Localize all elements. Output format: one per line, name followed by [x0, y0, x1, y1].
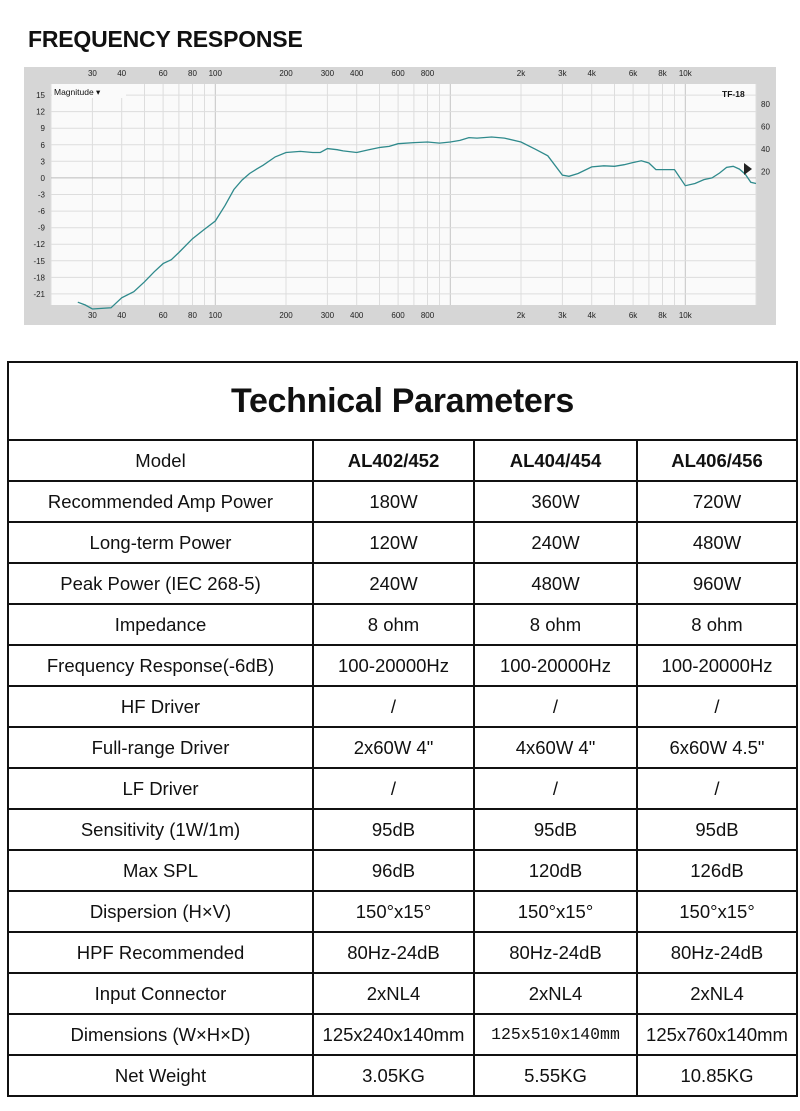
param-name: Long-term Power — [8, 522, 313, 563]
table-cell: 360W — [474, 481, 637, 522]
header-cell: Model — [8, 440, 313, 481]
x-tick-label: 600 — [391, 69, 405, 78]
table-cell: 8 ohm — [474, 604, 637, 645]
x-tick-label: 30 — [87, 311, 97, 320]
table-cell: 150°x15° — [474, 891, 637, 932]
x-tick-label: 100 — [208, 311, 222, 320]
table-cell: 480W — [637, 522, 797, 563]
table-cell: / — [474, 768, 637, 809]
table-row — [8, 481, 797, 522]
param-name: Dispersion (H×V) — [8, 891, 313, 932]
x-tick-label: 60 — [158, 69, 168, 78]
x-tick-label: 6k — [628, 311, 638, 320]
table-cell: 8 ohm — [637, 604, 797, 645]
table-cell: 150°x15° — [637, 891, 797, 932]
right-tick-label: 60 — [761, 122, 770, 132]
table-cell: 240W — [313, 563, 474, 604]
x-tick-label: 8k — [658, 69, 667, 78]
table-cell: 120W — [313, 522, 474, 563]
y-tick-label: 6 — [40, 140, 45, 150]
x-tick-label: 200 — [279, 69, 293, 78]
header-cell: AL406/456 — [637, 440, 797, 481]
section-title: FREQUENCY RESPONSE — [28, 26, 303, 52]
param-name: Full-range Driver — [8, 727, 313, 768]
table-cell: 2x60W 4" — [313, 727, 474, 768]
table-cell: 100-20000Hz — [474, 645, 637, 686]
table-cell: / — [313, 768, 474, 809]
table-header-row — [8, 440, 797, 481]
table-cell: 80Hz-24dB — [637, 932, 797, 973]
table-cell: 960W — [637, 563, 797, 604]
table-cell: 95dB — [637, 809, 797, 850]
x-tick-label: 80 — [188, 69, 197, 78]
x-tick-label: 30 — [87, 69, 97, 78]
technical-parameters-table — [7, 361, 798, 1097]
x-tick-label: 800 — [420, 69, 435, 78]
table-row — [8, 1014, 797, 1055]
x-tick-label: 3k — [558, 69, 567, 78]
y-tick-label: -9 — [37, 223, 45, 233]
table-cell: 240W — [474, 522, 637, 563]
table-cell: 720W — [637, 481, 797, 522]
y-tick-label: 12 — [36, 107, 45, 117]
x-tick-label: 40 — [117, 311, 127, 320]
magnitude-label[interactable]: Magnitude ▾ — [54, 87, 101, 97]
table-title: Technical Parameters — [8, 362, 797, 440]
param-name: Recommended Amp Power — [8, 481, 313, 522]
table-cell: 95dB — [313, 809, 474, 850]
y-tick-label: 0 — [40, 173, 45, 183]
x-tick-label: 600 — [391, 311, 405, 320]
table-cell: 3.05KG — [313, 1055, 474, 1096]
y-tick-label: -15 — [33, 256, 45, 266]
y-tick-label: 3 — [40, 157, 45, 167]
param-name: LF Driver — [8, 768, 313, 809]
table-row — [8, 686, 797, 727]
table-row — [8, 850, 797, 891]
y-tick-label: 9 — [40, 124, 45, 134]
table-cell: 126dB — [637, 850, 797, 891]
x-tick-label: 400 — [350, 311, 364, 320]
param-name: Dimensions (W×H×D) — [8, 1014, 313, 1055]
right-tick-label: 20 — [761, 167, 770, 177]
frequency-response-chart — [24, 67, 776, 325]
table-cell: 2xNL4 — [474, 973, 637, 1014]
y-tick-label: -12 — [33, 240, 45, 250]
table-row — [8, 809, 797, 850]
right-tick-label: 40 — [761, 145, 770, 154]
param-name: Input Connector — [8, 973, 313, 1014]
table-row — [8, 1055, 797, 1096]
param-name: Impedance — [8, 604, 313, 645]
param-name: Peak Power (IEC 268-5) — [8, 563, 313, 604]
table-row — [8, 973, 797, 1014]
table-cell: 120dB — [474, 850, 637, 891]
x-tick-label: 10k — [678, 311, 692, 320]
x-tick-label: 60 — [158, 311, 168, 320]
x-tick-label: 10k — [678, 69, 692, 78]
x-tick-label: 80 — [188, 311, 197, 320]
param-name: Net Weight — [8, 1055, 313, 1096]
table-cell: 4x60W 4" — [474, 727, 637, 768]
table-cell: 480W — [474, 563, 637, 604]
x-tick-label: 300 — [320, 69, 335, 78]
table-row — [8, 604, 797, 645]
y-tick-label: 15 — [36, 91, 45, 101]
x-tick-label: 400 — [350, 69, 364, 78]
header-cell: AL404/454 — [474, 440, 637, 481]
table-cell: 125x760x140mm — [637, 1014, 797, 1055]
x-tick-label: 4k — [587, 311, 596, 320]
table-cell: 95dB — [474, 809, 637, 850]
table-cell: 5.55KG — [474, 1055, 637, 1096]
table-cell: / — [313, 686, 474, 727]
table-cell: 10.85KG — [637, 1055, 797, 1096]
param-name: HF Driver — [8, 686, 313, 727]
y-tick-label: -6 — [37, 207, 45, 217]
param-name: Frequency Response(-6dB) — [8, 645, 313, 686]
y-tick-label: -18 — [33, 273, 45, 283]
y-tick-label: -3 — [37, 190, 45, 200]
table-cell: 2xNL4 — [313, 973, 474, 1014]
x-tick-label: 300 — [320, 311, 335, 320]
table-cell: 80Hz-24dB — [313, 932, 474, 973]
table-cell: 6x60W 4.5" — [637, 727, 797, 768]
param-name: Max SPL — [8, 850, 313, 891]
table-cell: / — [474, 686, 637, 727]
table-cell: 2xNL4 — [637, 973, 797, 1014]
table-cell: 100-20000Hz — [313, 645, 474, 686]
x-tick-label: 200 — [279, 311, 293, 320]
table-cell: 125x510x140mm — [474, 1014, 637, 1055]
x-tick-label: 2k — [516, 69, 526, 78]
table-row — [8, 932, 797, 973]
table-row — [8, 891, 797, 932]
x-tick-label: 800 — [420, 311, 435, 320]
table-cell: 150°x15° — [313, 891, 474, 932]
series-label: TF-18 — [722, 89, 745, 99]
table-row — [8, 645, 797, 686]
param-name: HPF Recommended — [8, 932, 313, 973]
x-tick-label: 40 — [117, 69, 127, 78]
table-row — [8, 522, 797, 563]
x-tick-label: 6k — [628, 69, 638, 78]
x-tick-label: 3k — [558, 311, 567, 320]
table-cell: / — [637, 686, 797, 727]
header-cell: AL402/452 — [313, 440, 474, 481]
table-cell: 180W — [313, 481, 474, 522]
x-tick-label: 2k — [516, 311, 526, 320]
table-cell: / — [637, 768, 797, 809]
table-cell: 125x240x140mm — [313, 1014, 474, 1055]
table-row — [8, 768, 797, 809]
table-cell: 96dB — [313, 850, 474, 891]
x-tick-label: 100 — [208, 69, 222, 78]
table-cell: 80Hz-24dB — [474, 932, 637, 973]
table-row — [8, 727, 797, 768]
x-tick-label: 8k — [658, 311, 667, 320]
table-cell: 8 ohm — [313, 604, 474, 645]
right-tick-label: 80 — [761, 100, 770, 109]
y-tick-label: -21 — [33, 289, 45, 299]
x-tick-label: 4k — [587, 69, 596, 78]
param-name: Sensitivity (1W/1m) — [8, 809, 313, 850]
table-row — [8, 563, 797, 604]
table-cell: 100-20000Hz — [637, 645, 797, 686]
